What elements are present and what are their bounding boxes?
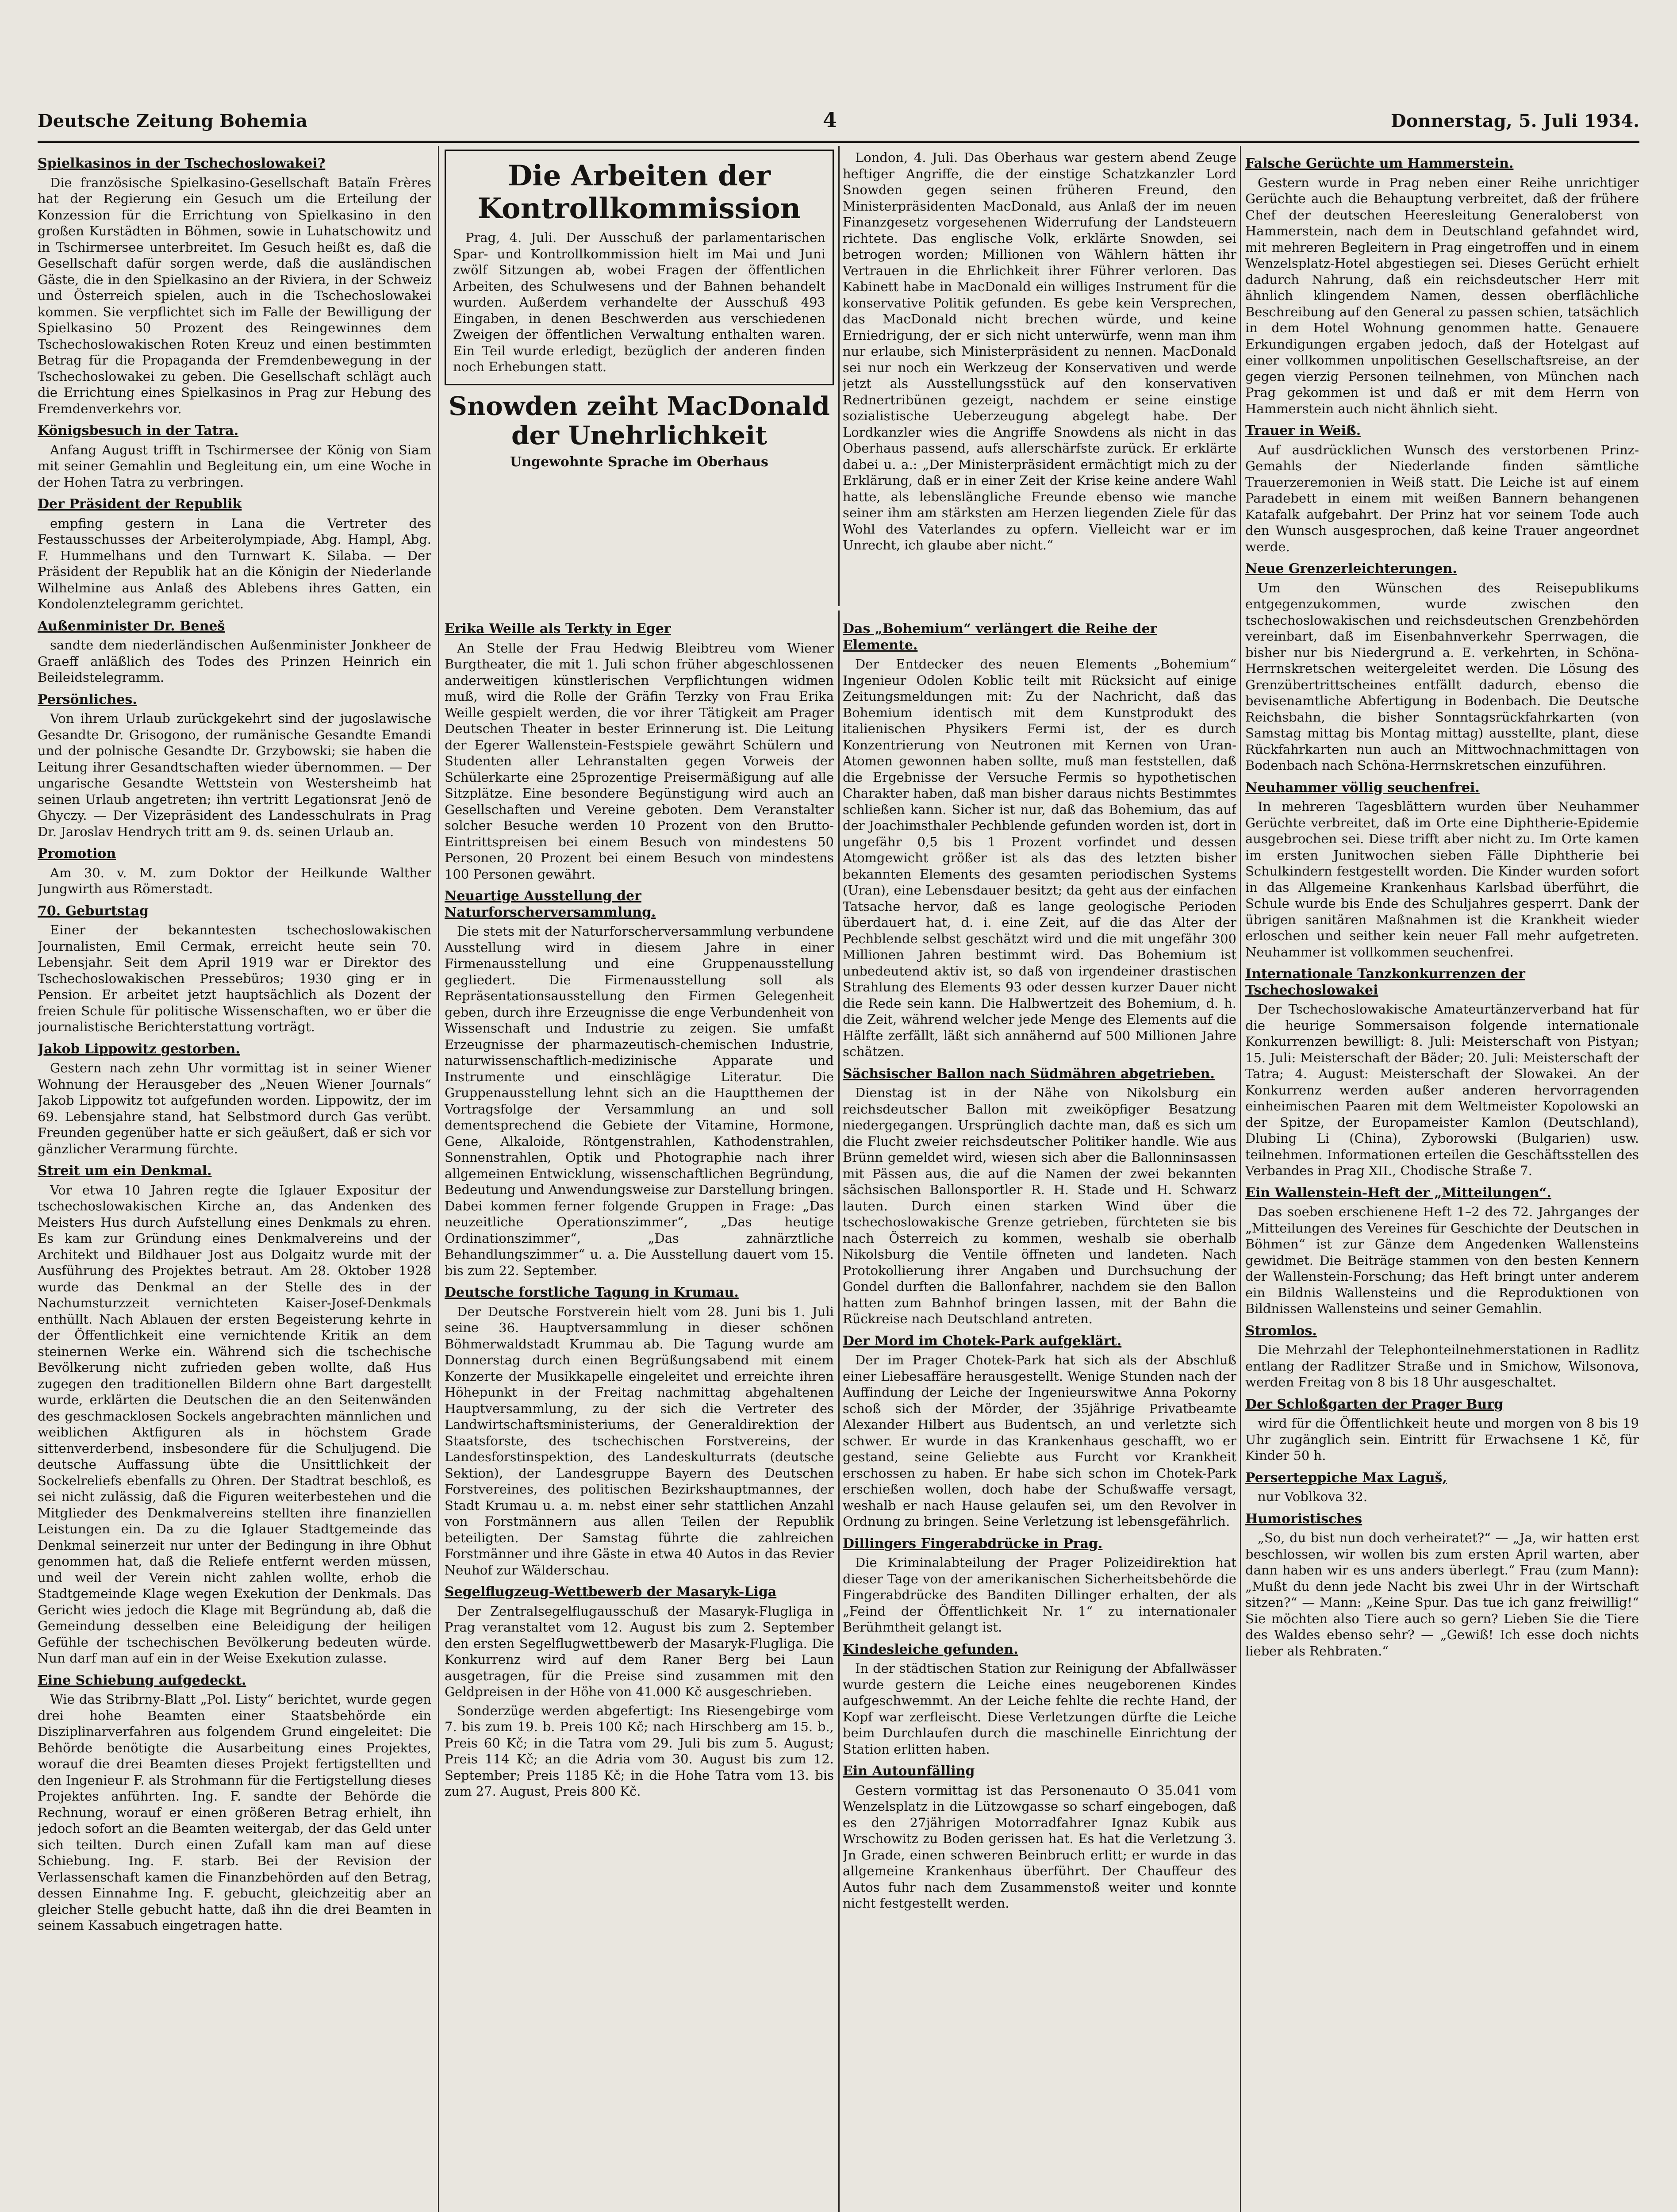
column-4: [1245, 150, 1639, 2212]
column-divider: [838, 146, 840, 606]
article-headline: Perserteppiche Max Laguš,: [1245, 1470, 1447, 1486]
article-text: Die stets mit der Naturforscherversammlung verbundene Ausstellung wird in diesem Jahre in einer Firmenausstellung und eine Gruppenausstellung gegliedert. Die Firmenausstellung soll als Repräsentationsausstellung den Firmen Gelegenheit geben, durch ihre Erzeugnisse die enge Verbundenheit von Wissenschaft und Industrie zu zeigen. Sie umfaßt Erzeugnisse der pharmazeutisch-chemischen Industrie, naturwissenschaftlich-medizinische Apparate und Instrumente und einschlägige Literatur. Die Gruppenausstellung lehnt sich an die Hauptthemen der Vortragsfolge der Versammlung an und soll dementsprechend die Gebiete der Vitamine, Hormone, Gene, Alkaloide, Röntgenstrahlen, Kathodenstrahlen, Sonnenstrahlen, Optik und Photographie nach ihrer allgemeinen Entwicklung, wissenschaftlichen Begründung, Bedeutung und Anwendungsweise zur Darstellung bringen. Dabei kommen ferner folgende Gruppen in Frage: „Das neuzeitliche Operationszimmer“, „Das heutige Ordinationszimmer“, „Das zahnärztliche Behandlungszimmer“ u. a. Die Ausstellung dauert vom 15. bis zum 22. September.: [445, 924, 834, 1278]
column-3: [843, 615, 1236, 2212]
article-headline: 70. Geburtstag: [38, 903, 149, 919]
article-text: Die Mehrzahl der Telephonteilnehmerstationen in Radlitz entlang der Radlitzer Straße und in Smichow, Wilsonova, werden Freitag von 8 bis 18 Uhr ausgeschaltet.: [1245, 1342, 1639, 1390]
article-text: wird für die Öffentlichkeit heute und morgen von 8 bis 19 Uhr zugänglich sein. Eintritt für Erwachsene 1 Kč, für Kinder 50 h.: [1245, 1416, 1639, 1463]
article-headline: Ein Autounfälling: [843, 1763, 975, 1779]
article-text: Der Entdecker des neuen Elements „Bohemium“ Ingenieur Odolen Koblic teilt mit Rücksicht auf einige Zeitungsmeldungen mit: Zu der Nachricht, daß das Bohemium identisch mit dem Kunstprodukt des italienischen Physikers Fermi ist, der es durch Konzentrierung von Neutronen mit Kernen von Uran-Atomen gewonnen haben sollte, muß man feststellen, daß die Ergebnisse der Versuche Fermis so hypothetischen Charakter haben, daß man bisher daraus nichts Bestimmtes schließen kann. Sicher ist nur, daß das Bohemium, das auf der Joachimsthaler Pechblende gefunden worden ist, dort in ungefähr 0,5 bis 1 Prozent vorfindet und dessen Atomgewicht größer ist als das des letzten bisher bekannten Elements des gesamten periodischen Systems (Uran), eine Lebensdauer besitzt; da geht aus der einfachen Tatsache hervor, daß es lange geologische Perioden überdauert hat, d. i. eine Zeit, auf die das Alter der Pechblende selbst geschätzt wird und die mit ungefähr 300 Millionen Jahren bestimmt wird. Das Bohemium ist unbedeutend aktiv ist, so daß von irgendeiner drastischen Strahlung des Elements 93 oder dessen kurzer Dauer nicht die Rede sein kann. Die Halbwertzeit des Bohemium, d. h. die Zeit, während welcher jede Menge des Elements auf die Hälfte zerfällt, läßt sich annähernd auf 500 Millionen Jahre schätzen.: [843, 657, 1236, 1059]
page-number: 4: [823, 108, 837, 132]
article-text: Anfang August trifft in Tschirmersee der König von Siam mit seiner Gemahlin und Begleitung ein, um eine Woche in der Hohen Tatra zu verbringen.: [38, 442, 431, 490]
snowden-subheadline: Ungewohnte Sprache im Oberhaus: [510, 454, 768, 470]
article-text: In der städtischen Station zur Reinigung der Abfallwässer wurde gestern die Leiche eines neugeborenen Kindes aufgeschwemmt. An der Leiche fehlte die rechte Hand, der Kopf war zerfleischt. Diese Verletzungen dürfte die Leiche beim Durchlaufen durch die maschinelle Einrichtung der Station erlitten haben.: [843, 1661, 1236, 1757]
article-headline: Streit um ein Denkmal.: [38, 1163, 212, 1179]
kontrollkommission-headline: Die Arbeiten der Kontrollkommission: [477, 159, 801, 225]
column-2: [445, 615, 834, 2212]
article-headline: Deutsche forstliche Tagung in Krumau.: [445, 1285, 739, 1300]
article-headline: Jakob Lippowitz gestorben.: [38, 1041, 240, 1057]
article-headline: Neuartige Ausstellung der Naturforscherversammlung.: [445, 888, 656, 920]
article-headline: Der Schloßgarten der Prager Burg: [1245, 1396, 1504, 1412]
article-headline: Falsche Gerüchte um Hammerstein.: [1245, 156, 1514, 171]
article-text: Dienstag ist in der Nähe von Nikolsburg ein reichsdeutscher Ballon mit zweiköpfiger Besatzung niedergegangen. Ursprünglich dachte man, daß es sich um die Flucht zweier reichsdeutscher Politiker handle. Wie aus Brünn gemeldet wird, wiesen sich aber die Ballonninsassen mit Pässen aus, die auf die Namen der zwei bekannten sächsischen Ballonsportler R. H. Stade und H. Schwarz lauten. Durch einen starken Wind über die tschechoslowakische Grenze getrieben, fürchteten sie bis nach Österreich zu kommen, weshalb sie oberhalb Nikolsburg die Ventile öffneten und landeten. Nach Protokollierung ihrer Angaben und Durchsuchung der Gondel durften die Ballonfahrer, nachdem sie den Ballon hatten zum Bahnhof bringen lassen, mit der Bahn die Rückreise nach Deutschland antreten.: [843, 1085, 1236, 1326]
article-text: Sonderzüge werden abgefertigt: Ins Riesengebirge vom 7. bis zum 19. b. Preis 100 Kč; nach Hirschberg am 15. b., Preis 60 Kč; in die Tatra vom 29. Juli bis zum 5. August; Preis 114 Kč; an die Adria vom 30. August bis zum 12. September; Preis 1185 Kč; in die Hohe Tatra vom 13. bis zum 27. August, Preis 800 Kč.: [445, 1703, 834, 1799]
article-text: Von ihrem Urlaub zurückgekehrt sind der jugoslawische Gesandte Dr. Grisogono, der rumänische Gesandte Emandi und der polnische Gesandte Dr. Grzybowski; sie haben die Leitung ihrer Gesandtschaften wieder übernommen. — Der ungarische Gesandte Wettstein von Westersheimb hat seinen Urlaub angetreten; ihn vertritt Legationsrat Jenö de Ghyczy. — Der Vizepräsident des Landesschulrats in Prag Dr. Jaroslav Hendrych tritt am 9. ds. seinen Urlaub an.: [38, 711, 431, 839]
kontrollkommission-area: [445, 150, 834, 605]
article-text: Der im Prager Chotek-Park hat sich als der Abschluß einer Liebesaffäre herausgestellt. Wenige Stunden nach der Auffindung der Leiche der Ingenieurswitwe Anna Pokorny schoß sich der Mörder, der 35jährige Privatbeamte Alexander Hilbert aus Budentsch, an und verletzte sich schwer. Er wurde in das Krankenhaus geschafft, wo er gestand, seine Geliebte aus Furcht vor Krankheit erschossen zu haben. Er habe sich schon im Chotek-Park erschießen wollen, doch habe der Schußwaffe versagt, weshalb er nach Hause gelaufen sei, um den Revolver in Ordnung zu bringen. Seine Verletzung ist lebensgefährlich.: [843, 1352, 1236, 1529]
article-text: Auf ausdrücklichen Wunsch des verstorbenen Prinz-Gemahls der Niederlande finden sämtliche Trauerzeremonien in Weiß statt. Die Leiche ist auf einem Paradebett in einem mit weißen Bannern behangenen Katafalk aufgebahrt. Der Prinz hat vor seinem Tode auch den Wunsch ausgesprochen, daß keine Trauer angeordnet werde.: [1245, 442, 1639, 554]
article-text: Am 30. v. M. zum Doktor der Heilkunde Walther Jungwirth aus Römerstadt.: [38, 865, 431, 896]
article-text: An Stelle der Frau Hedwig Bleibtreu vom Wiener Burgtheater, die mit 1. Juli schon früher abgeschlossenen anderweitigen künstlerischen Verpflichtungen widmen muß, wird die Rolle der Gräfin Terzky von Frau Erika Weille gespielt werden, die vor ihrer Tätigkeit am Prager Deutschen Theater in bester Erinnerung ist. Die Leitung der Egerer Wallenstein-Festspiele gewährt Schülern und Studenten aller Lehranstalten gegen Vorweis der Schülerkarte eine 25prozentige Preisermäßigung auf alle Sitzplätze. Eine besondere Begünstigung wird auch an Gesellschaften und Vereine geboten. Dem Veranstalter solcher Besuche werden 10 Prozent von den Brutto-Eintrittspreisen bei einem Besuch von mindestens 50 Personen, 20 Prozent bei einem Besuch von mindestens 100 Personen gewährt.: [445, 640, 834, 882]
snowden-text: London, 4. Juli. Das Oberhaus war gestern abend Zeuge heftiger Angriffe, die der einstige Schatzkanzler Lord Snowden gegen seinen früheren Freund, den Ministerpräsidenten MacDonald, aus Anlaß der im neuen Finanzgesetz vorgesehenen Widerrufung der Landsteuern richtete. Das englische Volk, erklärte Snowden, sei betrogen worden; Millionen von Wählern hätten ihr Vertrauen in die Ehrlichkeit ihrer Führer verloren. Das Kabinett habe in MacDonald ein williges Instrument für die konservative Politik gefunden. Es gebe kein Versprechen, das MacDonald nicht brechen würde, und keine Erniedrigung, der er sich nicht unterwürfe, wenn man ihm nur erlaube, sich Ministerpräsident zu nennen. MacDonald sei nur noch ein Werkzeug der Konservativen und werde jetzt als Ausstellungsstück auf den konservativen Rednertribünen gezeigt, nachdem er seine einstige sozialistische Ueberzeugung abgelegt habe. Der Lordkanzler wies die Angriffe Snowdens als nicht in das Oberhaus passend, aufs allerschärfste zurück. Er erklärte dabei u. a.: „Der Ministerpräsident ermächtigt mich zu der Erklärung, daß er in einer Zeit der Krise keine andere Wahl hatte, als lebenslängliche Freunde ebenso wie manche seiner ihm am stärksten am Herzen liegenden Ziele für das Wohl des Vaterlandes zu opfern. Vielleicht war er im Unrecht, ich glaube aber nicht.“: [843, 150, 1236, 553]
article-headline: Trauer in Weiß.: [1245, 423, 1361, 438]
article-headline: Dillingers Fingerabdrücke in Prag.: [843, 1536, 1103, 1551]
page-header: [38, 106, 1639, 137]
article-headline: Das „Bohemium“ verlängert die Reihe der Elemente.: [843, 621, 1157, 653]
article-headline: Humoristisches: [1245, 1511, 1362, 1527]
article-text: Einer der bekanntesten tschechoslowakischen Journalisten, Emil Cermak, erreicht heute sein 70. Lebensjahr. Seit dem April 1919 war er Direktor des Tschechoslowakischen Pressebüros; 1930 ging er in Pension. Er arbeitet jetzt hauptsächlich als Dozent der freien Schule für politische Wissenschaften, wo er über die journalistische Berichterstattung vorträgt.: [38, 922, 431, 1034]
header-rule: [38, 141, 1639, 143]
article-text: Vor etwa 10 Jahren regte die Iglauer Expositur der tschechoslowakischen Kirche an, das Andenken des Meisters Hus durch Aufstellung eines Denkmals zu ehren. Es kam zur Gründung eines Denkmalvereins und der Architekt und Bildhauer Jost aus Dolgaitz wurde mit der Ausführung des Projektes betraut. Am 28. Oktober 1928 wurde das Denkmal an der Stelle des in der Nachumsturzzeit vernichteten Kaiser-Josef-Denkmals enthüllt. Nach Ablauen der ersten Begeisterung kehrte in der Öffentlichkeit eine vernichtende Kritik an dem steinernen Werke ein. Während sich die tschechische Bevölkerung nicht zufrieden geben wollte, daß Hus zugegen den traditionellen Bildern ohne Bart dargestellt wurde, erklärten die Deutschen die an den Seitenwänden des geschmacklosen Sockels angebrachten männlichen und weiblichen Aktfiguren als in höchstem Grade sittenverderbend, insbesondere für die Schuljugend. Die deutsche Auffassung übte die Unsittlichkeit der Sockelreliefs ebenfalls zu Ohren. Der Stadtrat beschloß, es sei nicht zulässig, daß die Figuren weiterbestehen und die Mitglieder des Denkmalvereins stellten ihre finanziellen Leistungen ein. Da zu die Iglauer Stadtgemeinde das Denkmal seinerzeit nur unter der Bedingung in ihre Obhut genommen hat, daß die Reliefe entfernt werden müssen, und weil der Verein nicht zahlen wollte, erhob die Stadtgemeinde Klage wegen Exekution der Denkmals. Das Gericht wies jedoch die Klage mit Begründung ab, daß die Gemeindung desselben eine Beleidigung der heiligen Gefühle der tschechischen Bevölkerung bedeuten würde. Nun darf man auf ein in der Weise Exekution zulasse.: [38, 1182, 431, 1666]
article-headline: Persönliches.: [38, 691, 137, 707]
article-text: Gestern nach zehn Uhr vormittag ist in seiner Wiener Wohnung der Herausgeber des „Neuen Wiener Journals“ Jakob Lippowitz tot aufgefunden worden. Lippowitz, der im 69. Lebensjahre stand, hat Selbstmord durch Gas verübt. Freunden gegenüber hatte er sich geäußert, daß er sich vor gänzlicher Verarmung fürchte.: [38, 1060, 431, 1156]
article-headline: Internationale Tanzkonkurrenzen der Tschechoslowakei: [1245, 966, 1525, 998]
article-headline: Segelflugzeug-Wettbewerb der Masaryk-Liga: [445, 1584, 777, 1600]
article-headline: Der Mord im Chotek-Park aufgeklärt.: [843, 1333, 1122, 1349]
article-text: Der Zentralsegelflugausschuß der Masaryk-Flugliga in Prag veranstaltet vom 12. August bis zum 2. September den ersten Segelflugwettbewerb der Masaryk-Flugliga. Die Konkurrenz wird auf dem Raner Berg bei Laun ausgetragen, für die Preise sind zusammen mit den Geldpreisen in der Höhe von 41.000 Kč ausgeschrieben.: [445, 1603, 834, 1699]
article-text: Die französische Spielkasino-Gesellschaft Bataïn Frères hat der Regierung ein Gesuch um die Erteilung der Konzession für die Errichtung von Spielkasino in den großen Kurstädten in Böhmen, sowie in Luhatschowitz und in Tschirmersee unterbreitet. Im Gesuch heißt es, daß die Gesellschaft dafür sorgen werde, daß die ausländischen Gäste, die in den Spielkasino an der Riviera, in der Schweiz und Österreich spielen, auch in die Tschechoslowakei kommen. Sie verpflichtet sich im Falle der Bewilligung der Spielkasino 50 Prozent des Reingewinnes dem Tschechoslowakischen Roten Kreuz und einen bestimmten Betrag für die Propaganda der Fremdenbewegung in der Tschechoslowakei zu geben. Die Gesellschaft schlägt auch die Errichtung eines Spielkasinos in Prag zur Hebung des Fremdenverkehrs vor.: [38, 175, 431, 416]
article-text: empfing gestern in Lana die Vertreter des Festausschusses der Arbeiterolympiade, Abg. Hampl, Abg. F. Hummelhans und den Turnwart K. Silaba. — Der Präsident der Republik hat an die Königin der Niederlande Wilhelmine aus Anlaß des Ablebens ihres Gatten, ein Kondolenztelegramm gerichtet.: [38, 515, 431, 611]
issue-date: Donnerstag, 5. Juli 1934.: [1390, 111, 1639, 131]
column-divider: [838, 611, 840, 2212]
article-text: sandte dem niederländischen Außenminister Jonkheer de Graeff anläßlich des Todes des Prinzen Heinrich ein Beileidstelegramm.: [38, 637, 431, 685]
article-headline: Erika Weille als Terkty in Eger: [445, 621, 671, 637]
column-1: [38, 150, 431, 2212]
article-headline: Der Präsident der Republik: [38, 496, 242, 512]
article-text: Wie das Stribrny-Blatt „Pol. Listy“ berichtet, wurde gegen drei hohe Beamten einer Staatsbehörde ein Disziplinarverfahren aus folgendem Grund eingeleitet: Die Behörde benötigte die Ausarbeitung eines Projektes, worauf die drei Beamten dieses Projekt fertigstellten und den Ingenieur F. als Strohmann für die Fertigstellung dieses Projektes anführten. Ing. F. sandte der Behörde die Rechnung, worauf er einen größeren Betrag erhielt, ihn jedoch sofort an die Beamten weitergab, der das Geld unter sich teilten. Durch einen Zufall kam man auf diese Schiebung. Ing. F. starb. Bei der Revision der Verlassenschaft kamen die Finanzbehörden auf den Betrag, dessen Einnahme Ing. F. gebucht, gleichzeitig aber an gleicher Stelle gebucht hatte, daß ihn die drei Beamten in seinem Kassabuch eingetragen hatte.: [38, 1692, 431, 1933]
article-headline: Neue Grenzerleichterungen.: [1245, 561, 1457, 576]
article-headline: Ein Wallenstein-Heft der „Mitteilungen“.: [1245, 1185, 1551, 1201]
article-headline: Promotion: [38, 846, 116, 861]
article-text: „So, du bist nun doch verheiratet?“ — „Ja, wir hatten erst beschlossen, wir wollen bis zum ersten April warten, aber dann haben wir es uns anders überlegt.“ Frau (zum Mann): „Mußt du denn jede Nacht bis zwei Uhr in der Wirtschaft sitzen?“ — Mann: „Keine Spur. Das tue ich ganz freiwillig!“ Sie möchten also Tiere auch so gern? Lieben Sie die Tiere des Waldes ebenso sehr? — „Gewiß! Ich esse doch nichts lieber als Rehbraten.“: [1245, 1530, 1639, 1659]
article-headline: Neuhammer völlig seuchenfrei.: [1245, 780, 1480, 795]
article-headline: Kindesleiche gefunden.: [843, 1641, 1018, 1657]
kontrollkommission-box: [445, 150, 834, 385]
article-text: Das soeben erschienene Heft 1–2 des 72. Jahrganges der „Mitteilungen des Vereines für Geschichte der Deutschen in Böhmen“ ist zur Gänze dem Angedenken Wallensteins gewidmet. Die Beiträge stammen von den besten Kennern der Wallenstein-Forschung; das Heft bringt unter anderem ein Bildnis Wallensteins und die Reproduktionen von Bildnissen Wallensteins und seiner Gemahlin.: [1245, 1204, 1639, 1316]
article-headline: Außenminister Dr. Beneš: [38, 618, 225, 634]
article-text: Gestern wurde in Prag neben einer Reihe unrichtiger Gerüchte auch die Behauptung verbreitet, daß der frühere Chef der deutschen Heeresleitung Generaloberst von Hammerstein, nach dem in Deutschland gefahndet wird, mit mehreren Begleitern in Prag eingetroffen und in einem Wenzelsplatz-Hotel abgestiegen sei. Dieses Gerücht erhielt dadurch Nahrung, daß ein reichsdeutscher Herr mit ähnlich klingendem Namen, dessen oberflächliche Beschreibung auf den General zu passen schien, tatsächlich in dem Hotel Wohnung genommen hatte. Genauere Erkundigungen ergaben jedoch, daß der Hotelgast auf einer vollkommen unpolitischen Gesellschaftsreise, an der gegen vierzig Personen teilnehmen, von München nach Prag gekommen ist und daß er mit dem Herrn von Hammerstein auch nicht ähnlich sieht.: [1245, 175, 1639, 416]
article-text: Der Tschechoslowakische Amateurtänzerverband hat für die heurige Sommersaison folgende internationale Konkurrenzen bewilligt: 8. Juli: Meisterschaft von Pistyan; 15. Juli: Meisterschaft der Bäder; 20. Juli: Meisterschaft der Tatra; 4. August: Meisterschaft der Slowakei. An der Konkurrenz werden außer anderen hervorragenden einheimischen Paaren mit dem Weltmeister Kopolowski an der Spitze, der Europameister Kamlon (Deutschland), Dlubing Li (China), Zyborowski (Bulgarien) usw. teilnehmen. Informationen erteilen die Geschäftsstellen des Verbandes in Prag XII., Chodische Straße 7.: [1245, 1002, 1639, 1178]
newspaper-name: Deutsche Zeitung Bohemia: [38, 111, 307, 131]
article-headline: Sächsischer Ballon nach Südmähren abgetrieben.: [843, 1066, 1215, 1082]
snowden-headline: Snowden zeiht MacDonald der Unehrlichkeit: [449, 391, 830, 450]
article-headline: Spielkasinos in der Tschechoslowakei?: [38, 156, 326, 171]
snowden-article: [843, 150, 1236, 605]
article-text: Gestern vormittag ist das Personenauto O 35.041 vom Wenzelsplatz in die Lützowgasse so scharf eingebogen, daß es den 27jährigen Motorradfahrer Ignaz Kubik aus Wrschowitz zu Boden gerissen hat. Es hat die Verletzung 3. Jn Grade, einen schweren Beinbruch erlitt; er wurde in das allgemeine Krankenhaus überführt. Der Chauffeur des Autos fuhr nach dem Zusammenstoß weiter und konnte nicht festgestellt werden.: [843, 1782, 1236, 1911]
article-text: Die Kriminalabteilung der Prager Polizeidirektion hat dieser Tage von der amerikanischen Sicherheitsbehörde die Fingerabdrücke des Banditen Dillinger erhalten, der als „Feind der Öffentlichkeit Nr. 1“ zu internationaler Berühmtheit gelangt ist.: [843, 1555, 1236, 1635]
article-headline: Eine Schiebung aufgedeckt.: [38, 1672, 246, 1688]
column-divider: [1240, 146, 1241, 2212]
article-text: Um den Wünschen des Reisepublikums entgegenzukommen, wurde zwischen den tschechoslowakischen und reichsdeutschen Grenzbehörden vereinbart, daß im Eisenbahnverkehr Sperrwagen, die bisher nur bis Niedergrund a. E. verkehrten, in Schöna-Herrnskretschen weitergeleitet werden. Die Lösung des Grenzübertrittscheines entfällt dadurch, ebenso die bevisenamtliche Abfertigung in Bodenbach. Die Deutsche Reichsbahn, die bisher Sonntagsrückfahrkarten (von Samstag mittag bis Montag mittag) ausstellte, plant, diese Rückfahrkarten nun auch an Mittwochnachmittagen von Bodenbach nach Schöna-Herrnskretschen einzuführen.: [1245, 580, 1639, 773]
article-headline: Stromlos.: [1245, 1323, 1317, 1339]
kontrollkommission-text: Prag, 4. Juli. Der Ausschuß der parlamentarischen Spar- und Kontrollkommission hielt im Mai und Juni zwölf Sitzungen ab, wobei Fragen der öffentlichen Arbeiten, des Schulwesens und der Bahnen behandelt wurden. Außerdem verhandelte der Ausschuß 493 Eingaben, in denen Beschwerden aus verschiedenen Zweigen der öffentlichen Verwaltung enthalten waren. Ein Teil wurde erledigt, bezüglich der anderen finden noch Erhebungen statt.: [453, 230, 825, 374]
article-text: nur Voblkova 32.: [1258, 1489, 1368, 1504]
article-text: In mehreren Tagesblättern wurden über Neuhammer Gerüchte verbreitet, daß im Orte eine Diphtherie-Epidemie ausgebrochen sei. Diese trifft aber nicht zu. Im Orte kamen im ersten Junitwochen sieben Fälle Diphtherie bei Schulkindern festgestellt worden. Die Kinder wurden sofort in das Allgemeine Krankenhaus Karlsbad überführt, die Schule wurde bis Ende des Schuljahres gesperrt. Dank der übrigen sanitären Maßnahmen ist die Krankheit wieder erloschen und seither kein neuer Fall mehr aufgetreten. Neuhammer ist vollkommen seuchenfrei.: [1245, 799, 1639, 960]
article-text: Der Deutsche Forstverein hielt vom 28. Juni bis 1. Juli seine 36. Hauptversammlung in dieser schönen Böhmerwaldstadt Krummau ab. Die Tagung wurde am Donnerstag durch einen Begrüßungsabend mit einem Konzerte der Musikkapelle eingeleitet und erreichte ihren Höhepunkt in der Freitag nachmittag abgehaltenen Hauptversammlung, zu der sich die Vertreter des Landwirtschaftsministeriums, der Generaldirektion der Staatsforste, des tschechischen Forstvereins, der Landesforstinspektion, des Landeskulturrats (deutsche Sektion), der Landesgruppe Bayern des Deutschen Forstvereines, des politischen Bezirkshauptmannes, der Stadt Krumau u. a. m. nebst einer sehr stattlichen Anzahl von Forstmännern aus allen Teilen der Republik beteiligten. Der Samstag führte die zahlreichen Forstmänner und ihre Gäste in etwa 40 Autos in das Revier Neuhof zur Wälderschau.: [445, 1304, 834, 1578]
column-divider: [438, 146, 439, 2212]
article-headline: Königsbesuch in der Tatra.: [38, 423, 239, 438]
